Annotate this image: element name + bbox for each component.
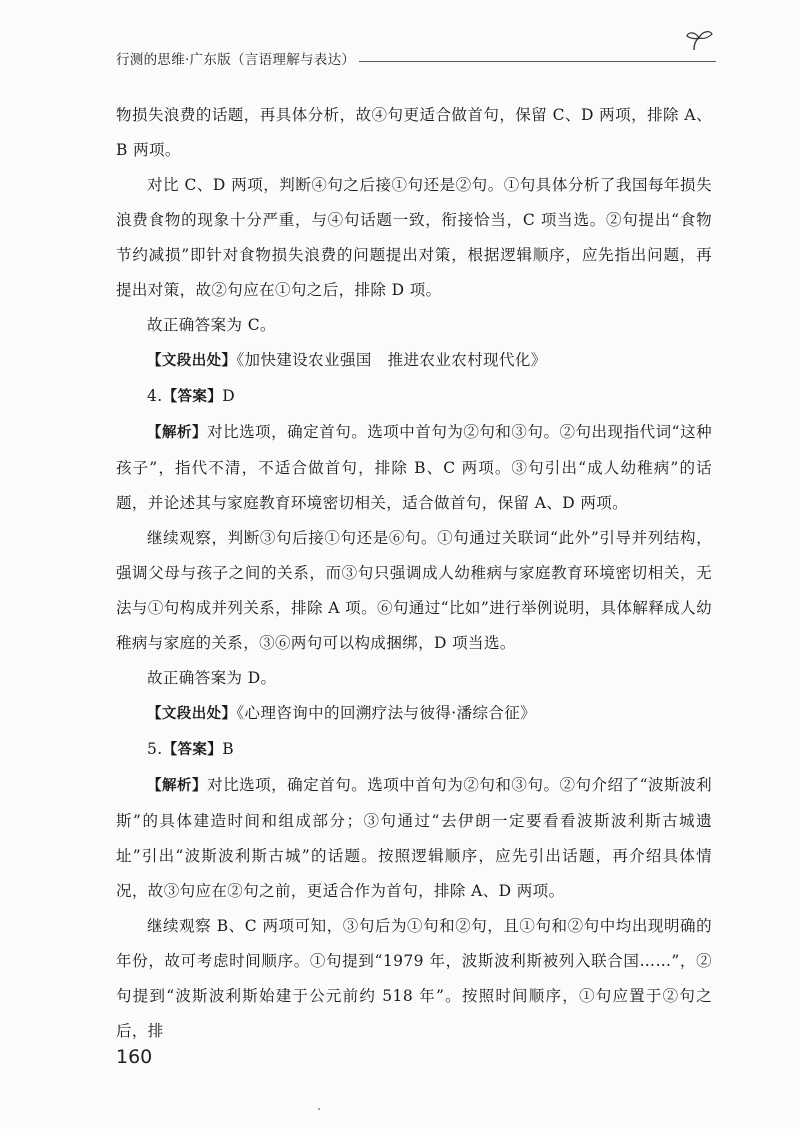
analysis-text: 对比选项，确定首句。选项中首句为②句和③句。②句介绍了“波斯波利斯”的具体建造时间和组成部分；③句通过“去伊朗一定要看看波斯波利斯古城遗址”引出“波斯波利斯古城”的话题。按照逻辑顺序，应先引出话题，再介绍具体情况，故③句应在②句之前，更适合作为首句，排除 A、D 两项。 [116,776,712,900]
sprout-icon [684,28,714,52]
paragraph: 对比 C、D 两项，判断④句之后接①句还是②句。①句具体分析了我国每年损失浪费食物的现象十分严重，与④句话题一致，衔接恰当，C 项当选。②句提出“食物节约减损”即针对食物损失浪费的问题提出对策，根据逻辑顺序，应先指出问题，再提出对策，故②句应在①句之后，排除 D 项。 [116,176,712,299]
body-text [116,98,712,1049]
running-header [116,40,716,68]
analysis-paragraph [116,415,712,521]
analysis-label: 【解析】 [147,778,208,794]
paragraph: 继续观察 B、C 两项可知，③句后为①句和②句，且①句和②句中均出现明确的年份，故可考虑时间顺序。①句提到“1979 年，波斯波利斯被列入联合国……”，②句提到“波斯波利斯始建于公元前约 518 年”。按照时间顺序，①句应置于②句之后，排 [116,917,712,1040]
answer-value: D [222,387,236,405]
source-line [116,343,712,379]
source-label: 【文段出处】 [147,706,237,722]
answer-label: 【答案】 [162,389,223,405]
scan-speck [318,1108,320,1110]
header-rule [359,61,716,62]
paragraph: 物损失浪费的话题，再具体分析，故④句更适合做首句，保留 C、D 两项，排除 A、B 两项。 [116,106,712,159]
source-label: 【文段出处】 [147,353,237,369]
source-line [116,696,712,732]
page-number: 160 [116,1046,153,1068]
answer-line [116,732,712,768]
answer-line [116,379,712,415]
question-number: 4. [147,387,163,405]
question-number: 5. [147,740,163,758]
paragraph: 故正确答案为 C。 [147,316,276,334]
analysis-label: 【解析】 [147,425,208,441]
answer-value: B [222,740,234,758]
analysis-paragraph [116,768,712,909]
analysis-text: 对比选项，确定首句。选项中首句为②句和③句。②句出现指代词“这种孩子”，指代不清，不适合做首句，排除 B、C 两项。③句引出“成人幼稚病”的话题，并论述其与家庭教育环境密切相关，适合做首句，保留 A、D 两项。 [116,423,712,512]
paragraph: 故正确答案为 D。 [147,669,277,687]
header-title: 行测的思维·广东版（言语理解与表达） [116,52,356,68]
answer-label: 【答案】 [162,742,223,758]
paragraph: 继续观察，判断③句后接①句还是⑥句。①句通过关联词“此外”引导并列结构，强调父母与孩子之间的关系，而③句只强调成人幼稚病与家庭教育环境密切相关，无法与①句构成并列关系，排除 A 项。⑥句通过“比如”进行举例说明，具体解释成人幼稚病与家庭的关系，③⑥两句可以构成捆绑，D 项当选。 [116,529,712,652]
source-title: 《加快建设农业强国 推进农业农村现代化》 [236,351,547,369]
source-title: 《心理咨询中的回溯疗法与彼得·潘综合征》 [236,704,537,722]
